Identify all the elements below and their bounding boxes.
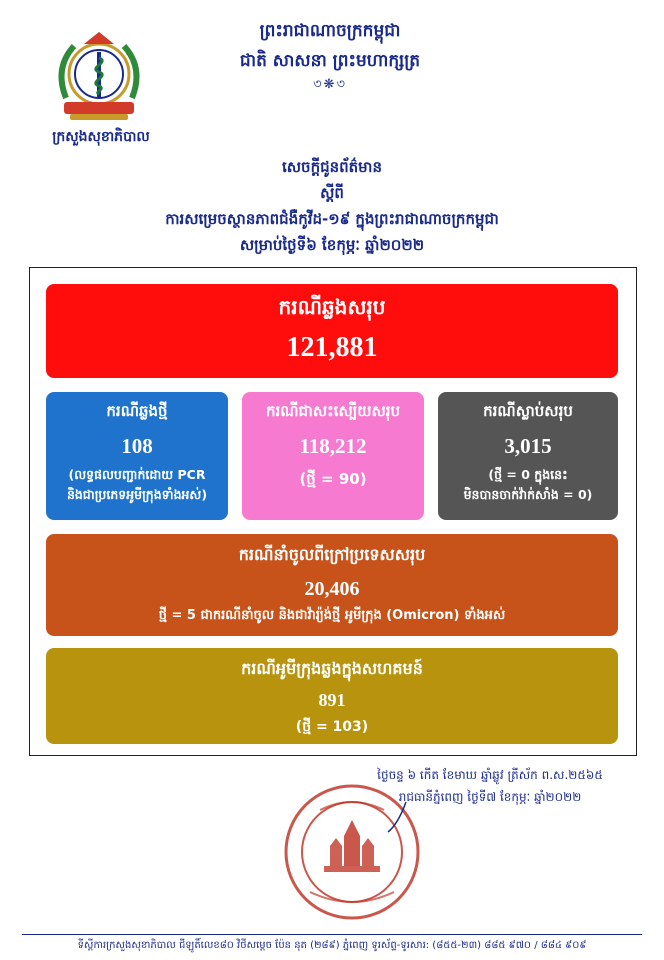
deaths-label: ករណីស្លាប់សរុប [483,402,573,420]
title-line-1: សេចក្តីជូនព័ត៌មាន [282,158,382,176]
new-cases-note-line-2: និងជាប្រភេទអូមីក្រុងទាំងអស់) [66,487,208,502]
kingdom-title: ព្រះរាជាណាចក្រកម្ពុជា [259,21,401,41]
total-cases-label: ករណីឆ្លងសរុប [278,295,386,319]
recovered-card [242,392,424,520]
ministry-logo-icon [44,28,154,124]
title-line-3: ការសម្រេចស្ថានភាពជំងឺកូវីដ-១៩ ក្នុងព្រះរាជាណាចក្រកម្ពុជា [165,210,499,228]
footer-divider [22,934,642,935]
community-cases-value: 891 [318,690,346,710]
imported-cases-card [46,534,618,636]
deaths-note-line-1: (ថ្មី = 0 ក្នុងនេះ [488,467,568,482]
recovered-label: ករណីជាសះស្បើយសរុប [265,402,401,420]
deaths-value: 3,015 [504,434,552,458]
total-cases-value: 121,881 [286,332,378,363]
new-cases-note-line-1: (លទ្ធផលបញ្ជាក់ដោយ PCR [68,467,206,482]
recovered-value: 118,212 [299,434,367,458]
solar-date: រាជធានីភ្នំពេញ ថ្ងៃទី៧ ខែកុម្ភៈ ឆ្នាំ២០២២ [398,790,582,804]
kingdom-header [200,16,460,94]
lunar-date: ថ្ងៃចន្ទ ៦ កើត ខែមាឃ ឆ្នាំឆ្លូវ ត្រីស័ក ព.ស.២៥៦៥ [377,768,603,782]
deaths-card [438,392,618,520]
title-line-2: ស្តីពី [320,184,344,202]
kingdom-motto: ជាតិ សាសនា ព្រះមហាក្សត្រ [239,51,421,71]
new-cases-label: ករណីឆ្លងថ្មី [106,402,168,420]
community-cases-label: ករណីអូមីក្រុងឆ្លងក្នុងសហគមន៍ [241,659,423,678]
new-cases-card [46,392,228,520]
imported-cases-note: ថ្មី = 5 ជាករណីនាំចូល និងជាវ៉ារ្យ៉ង់ថ្មី អូមីក្រុង (Omicron) ទាំងអស់ [158,608,506,623]
new-cases-note [46,465,228,505]
title-line-4: សម្រាប់ថ្ងៃទី៦ ខែកុម្ភៈ ឆ្នាំ២០២២ [239,236,425,254]
community-cases-card [46,648,618,744]
deaths-note [438,465,618,505]
recovered-note: (ថ្មី = 90) [299,470,367,488]
total-cases-card [46,284,618,378]
official-seal-icon [280,780,424,924]
announcement-title [90,154,574,258]
new-cases-value: 108 [121,434,153,458]
ornament-divider: ৩❋৩ [313,77,347,92]
imported-cases-label: ករណីនាំចូលពីក្រៅប្រទេសសរុប [238,545,426,564]
ministry-name: ក្រសួងសុខាភិបាល [52,129,150,145]
imported-cases-value: 20,406 [304,578,360,600]
deaths-note-line-2: មិនបានចាក់វ៉ាក់សាំង = 0) [463,487,593,502]
community-cases-note: (ថ្មី = 103) [295,719,369,735]
statistics-panel [29,267,637,756]
footer-address: ទីស្តីការក្រសួងសុខាភិបាល ជីឡូតិ៍លេខ៨០ វិថីសម្តេច ប៉ែន នុត (២៨៩) ភ្នំពេញ ទូរស័ព្ទ-ទូរសារ: (៨៥៥-២៣) ៨៨៥ ៩៧០ / ៨៨៤ ៩០៩ [77,940,587,951]
